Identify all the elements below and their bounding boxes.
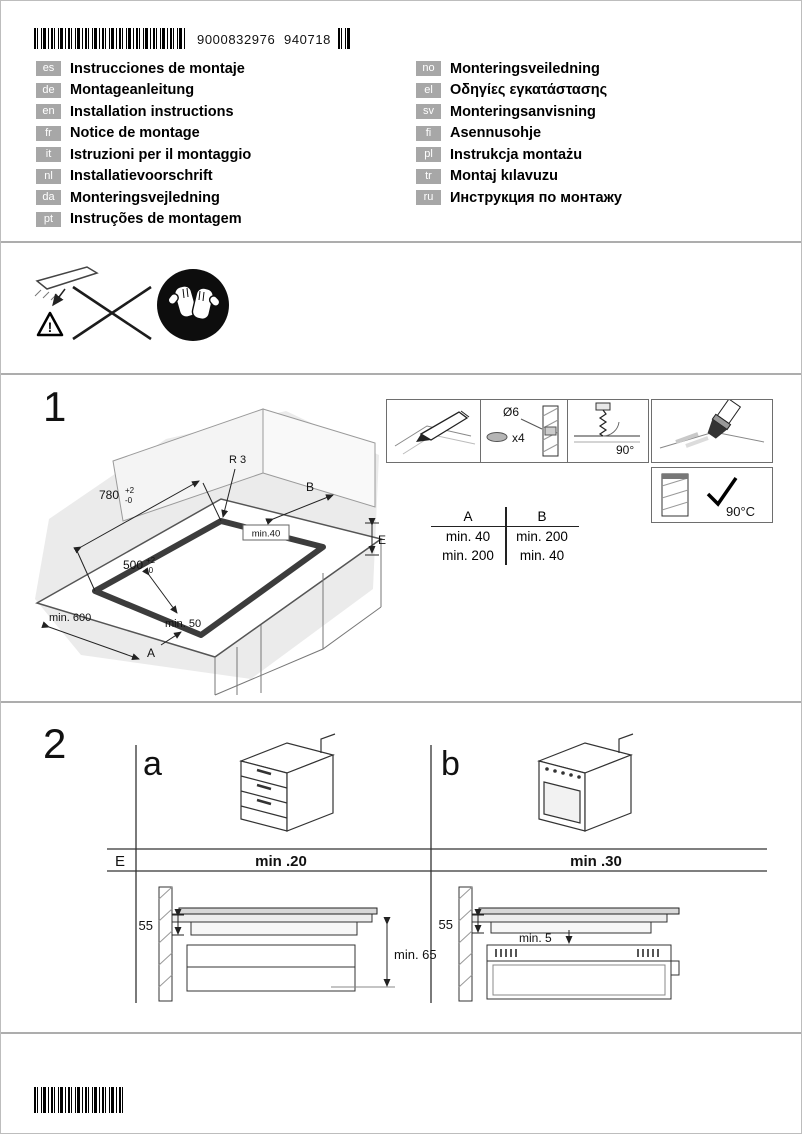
- language-title: Monteringsanvisning: [450, 103, 596, 120]
- step-2-number: 2: [43, 720, 67, 767]
- language-list-right: [416, 58, 622, 209]
- label-a: A: [147, 646, 156, 660]
- detail-seal-check: [651, 467, 773, 523]
- table-cell: min. 200: [516, 529, 568, 544]
- language-row: [36, 80, 251, 102]
- warning-exclamation: !: [47, 319, 53, 335]
- cooktop-glass: [479, 908, 679, 914]
- saw-blade: [600, 410, 606, 436]
- section-divider: [1, 241, 801, 243]
- section-divider: [1, 701, 801, 703]
- wear-gloves-mandatory-icon: [153, 265, 233, 345]
- language-code-badge: sv: [416, 104, 441, 119]
- clearance-b: min .30: [570, 853, 622, 870]
- language-list-left: [36, 58, 251, 230]
- language-title: Instrukcja montażu: [450, 146, 583, 163]
- dim-min5-label: min. 5: [519, 931, 552, 945]
- language-title: Notice de montage: [70, 125, 200, 142]
- direction-arrow: [53, 289, 65, 305]
- language-code-badge: nl: [36, 169, 61, 184]
- language-title: Installation instructions: [70, 103, 234, 120]
- language-title: Monteringsvejledning: [70, 189, 220, 206]
- detail-mark-outline: [386, 399, 481, 463]
- drill-diameter-label: Ø6: [502, 405, 520, 419]
- language-code-badge: fi: [416, 126, 441, 141]
- corner-radius-label: R 3: [229, 454, 247, 466]
- detail-apply-sealant: [651, 399, 773, 463]
- drawer-under-cooktop: [187, 945, 355, 991]
- table-cell: min. 40: [445, 529, 491, 544]
- row-label-e: E: [115, 853, 126, 870]
- clearance-a: min .20: [255, 853, 307, 870]
- language-code-badge: es: [36, 61, 61, 76]
- brush-icon: [704, 400, 742, 441]
- dim-500: 500: [122, 558, 143, 572]
- detail-drill-dowels: [480, 399, 568, 463]
- language-title: Istruzioni per il montaggio: [70, 146, 252, 163]
- dowel-in-wall: [545, 427, 556, 435]
- min40-label: min.40: [251, 528, 281, 540]
- table-header-b: B: [537, 509, 547, 524]
- language-row: [416, 166, 622, 188]
- cooktop-body: [491, 922, 651, 933]
- cross-section-a: [139, 887, 437, 1001]
- barcode-number: 9000832976: [197, 32, 276, 47]
- worktop-section: [172, 914, 372, 922]
- language-row: [36, 209, 251, 231]
- table-column-divider: [505, 507, 507, 565]
- dim-780: 780: [99, 488, 120, 502]
- detail-saw-cut: [567, 399, 649, 463]
- step-2-diagram: [91, 729, 786, 1016]
- language-row: [36, 58, 251, 80]
- language-title: Οδηγίες εγκατάστασης: [450, 82, 608, 99]
- language-title: Montageanleitung: [70, 82, 195, 99]
- language-title: Montaj kılavuzu: [450, 168, 558, 185]
- cooktop-body: [191, 922, 357, 935]
- language-title: Asennusohje: [450, 125, 542, 142]
- seal-check-icon: [652, 468, 772, 522]
- cooktop-glass: [179, 908, 377, 914]
- dim-min65-label: min. 65: [394, 947, 437, 962]
- drawer-cabinet-drawing: [241, 734, 335, 831]
- language-code-badge: it: [36, 147, 61, 162]
- language-row: [36, 144, 251, 166]
- language-row: [36, 187, 251, 209]
- cutout-isometric-drawing: [21, 397, 401, 697]
- language-code-badge: en: [36, 104, 61, 119]
- dim-55-a-label: 55: [138, 918, 153, 933]
- variant-a-label: a: [143, 745, 162, 783]
- label-b: B: [306, 480, 315, 494]
- language-code-badge: no: [416, 61, 441, 76]
- check-icon: [708, 478, 736, 504]
- language-code-badge: tr: [416, 169, 441, 184]
- cross-out-icon: [73, 287, 151, 339]
- language-row: [416, 187, 622, 209]
- language-code-badge: ru: [416, 190, 441, 205]
- language-code-badge: el: [416, 83, 441, 98]
- dim-780-tol-minus: -0: [125, 496, 133, 505]
- language-code-badge: da: [36, 190, 61, 205]
- sealant-bead: [662, 474, 688, 479]
- table-cell: min. 40: [519, 548, 565, 563]
- dim-780-tol-plus: +2: [125, 486, 135, 495]
- language-row: [416, 144, 622, 166]
- saw-angle-label: 90°: [616, 443, 635, 457]
- date-code: 940718: [284, 32, 331, 47]
- language-title: Инструкция по монтажу: [450, 189, 622, 206]
- min-50-label: min. 50: [165, 618, 202, 630]
- language-title: Monteringsveiledning: [450, 60, 600, 77]
- dim-500-tol-plus: +2: [146, 556, 156, 565]
- label-e: E: [378, 533, 387, 547]
- cross-section-b: [439, 887, 679, 1001]
- language-row: [36, 123, 251, 145]
- language-row: [416, 58, 622, 80]
- footer-barcode: [34, 1087, 126, 1113]
- barcode: [34, 28, 186, 49]
- hatch-marks: [35, 290, 57, 300]
- side-bracket: [671, 961, 679, 975]
- section-divider: [1, 1032, 801, 1034]
- step-1-number: 1: [43, 383, 67, 430]
- language-code-badge: pt: [36, 212, 61, 227]
- language-row: [36, 101, 251, 123]
- seal-temp-label: 90°C: [726, 504, 756, 519]
- variant-b-label: b: [441, 745, 460, 783]
- pencil-marking-icon: [387, 400, 480, 462]
- language-row: [36, 166, 251, 188]
- table-cell: min. 200: [442, 548, 494, 563]
- language-row: [416, 80, 622, 102]
- oven-cabinet-drawing: [539, 734, 633, 831]
- drill-dowel-icon: [481, 400, 567, 462]
- glass-edge-warning-icon: [29, 259, 157, 353]
- language-title: Instrucciones de montaje: [70, 60, 245, 77]
- dowel-icon: [487, 433, 507, 442]
- glass-shard-shape: [37, 267, 97, 289]
- clearance-table: [431, 507, 579, 565]
- jigsaw-cut-icon: [568, 400, 648, 462]
- dim-55-b-label: 55: [438, 917, 453, 932]
- language-code-badge: de: [36, 83, 61, 98]
- section-divider: [1, 373, 801, 375]
- brush-sealant-icon: [652, 400, 772, 462]
- dowel-qty-label: x4: [512, 431, 525, 445]
- language-row: [416, 123, 622, 145]
- language-code-badge: pl: [416, 147, 441, 162]
- language-code-badge: fr: [36, 126, 61, 141]
- dim-500-tol-minus: -0: [146, 566, 154, 575]
- barcode-end: [338, 28, 351, 49]
- language-row: [416, 101, 622, 123]
- table-header-a: A: [463, 509, 473, 524]
- language-title: Instruções de montagem: [70, 211, 242, 228]
- language-title: Installatievoorschrift: [70, 168, 213, 185]
- min-600-label: min. 600: [49, 612, 92, 624]
- worktop-section: [472, 914, 667, 922]
